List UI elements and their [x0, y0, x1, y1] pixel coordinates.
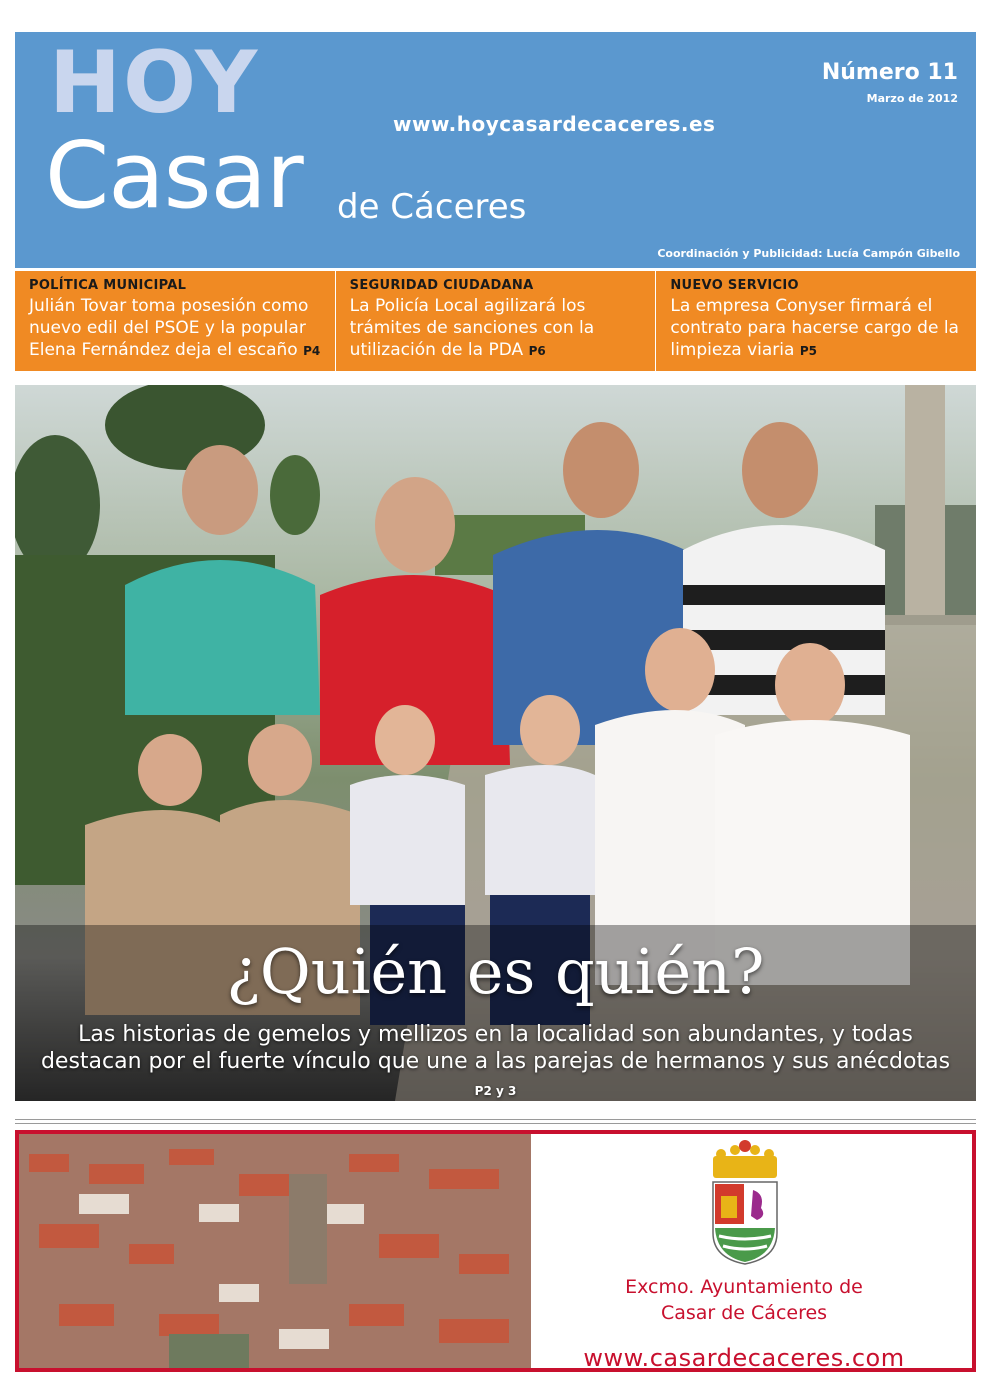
cover-subhead: Las historias de gemelos y mellizos en la localidad son abundantes, y todas destacan por el fuerte vínculo que une a las parejas de hermanos y sus anécdotas P2 y 3 — [40, 1022, 951, 1098]
town-title-suffix: de Cáceres — [337, 187, 527, 227]
separator-rule — [15, 1123, 976, 1124]
page-ref: P6 — [528, 344, 546, 358]
section-teasers — [15, 271, 976, 371]
teaser-service[interactable] — [656, 271, 976, 371]
ad-line1: Excmo. Ayuntamiento de — [625, 1276, 863, 1298]
ayuntamiento-advertisement[interactable] — [15, 1130, 976, 1372]
issue-date: Marzo de 2012 — [866, 92, 958, 105]
credits: Coordinación y Publicidad: Lucía Campón Gibello — [657, 247, 960, 260]
aerial-town-photo — [19, 1134, 531, 1368]
town-title: Casar — [45, 122, 303, 229]
teaser-body: La empresa Conyser firmará el contrato para hacerse cargo de la limpieza viaria P5 — [670, 296, 959, 360]
masthead-website-link[interactable]: www.hoycasardecaceres.es — [393, 112, 716, 136]
teaser-body: La Policía Local agilizará los trámites de sanciones con la utilización de la PDA P6 — [349, 296, 595, 360]
masthead — [15, 32, 976, 268]
aerial-town-illustration — [19, 1134, 531, 1368]
brand-logo: HOY — [49, 33, 260, 133]
page-ref: P5 — [799, 344, 817, 358]
teaser-politics[interactable] — [15, 271, 336, 371]
issue-number: Número 11 — [821, 60, 958, 85]
ad-line2: Casar de Cáceres — [660, 1302, 828, 1324]
cover-headline: ¿Quién es quién? — [226, 935, 765, 1008]
teaser-kicker: NUEVO SERVICIO — [670, 278, 799, 293]
ad-website-link[interactable]: www.casardecaceres.com — [583, 1344, 905, 1372]
page-ref: P4 — [303, 344, 321, 358]
teaser-kicker: SEGURIDAD CIUDADANA — [349, 278, 534, 293]
coat-of-arms-icon — [705, 1138, 785, 1268]
cover-photo — [15, 385, 976, 1101]
page-ref: P2 y 3 — [474, 1084, 517, 1098]
teaser-kicker: POLÍTICA MUNICIPAL — [29, 278, 187, 293]
teaser-body: Julián Tovar toma posesión como nuevo edil del PSOE y la popular Elena Fernández deja el escaño P4 — [29, 296, 321, 360]
separator-rule — [15, 1119, 976, 1120]
teaser-security[interactable] — [336, 271, 657, 371]
